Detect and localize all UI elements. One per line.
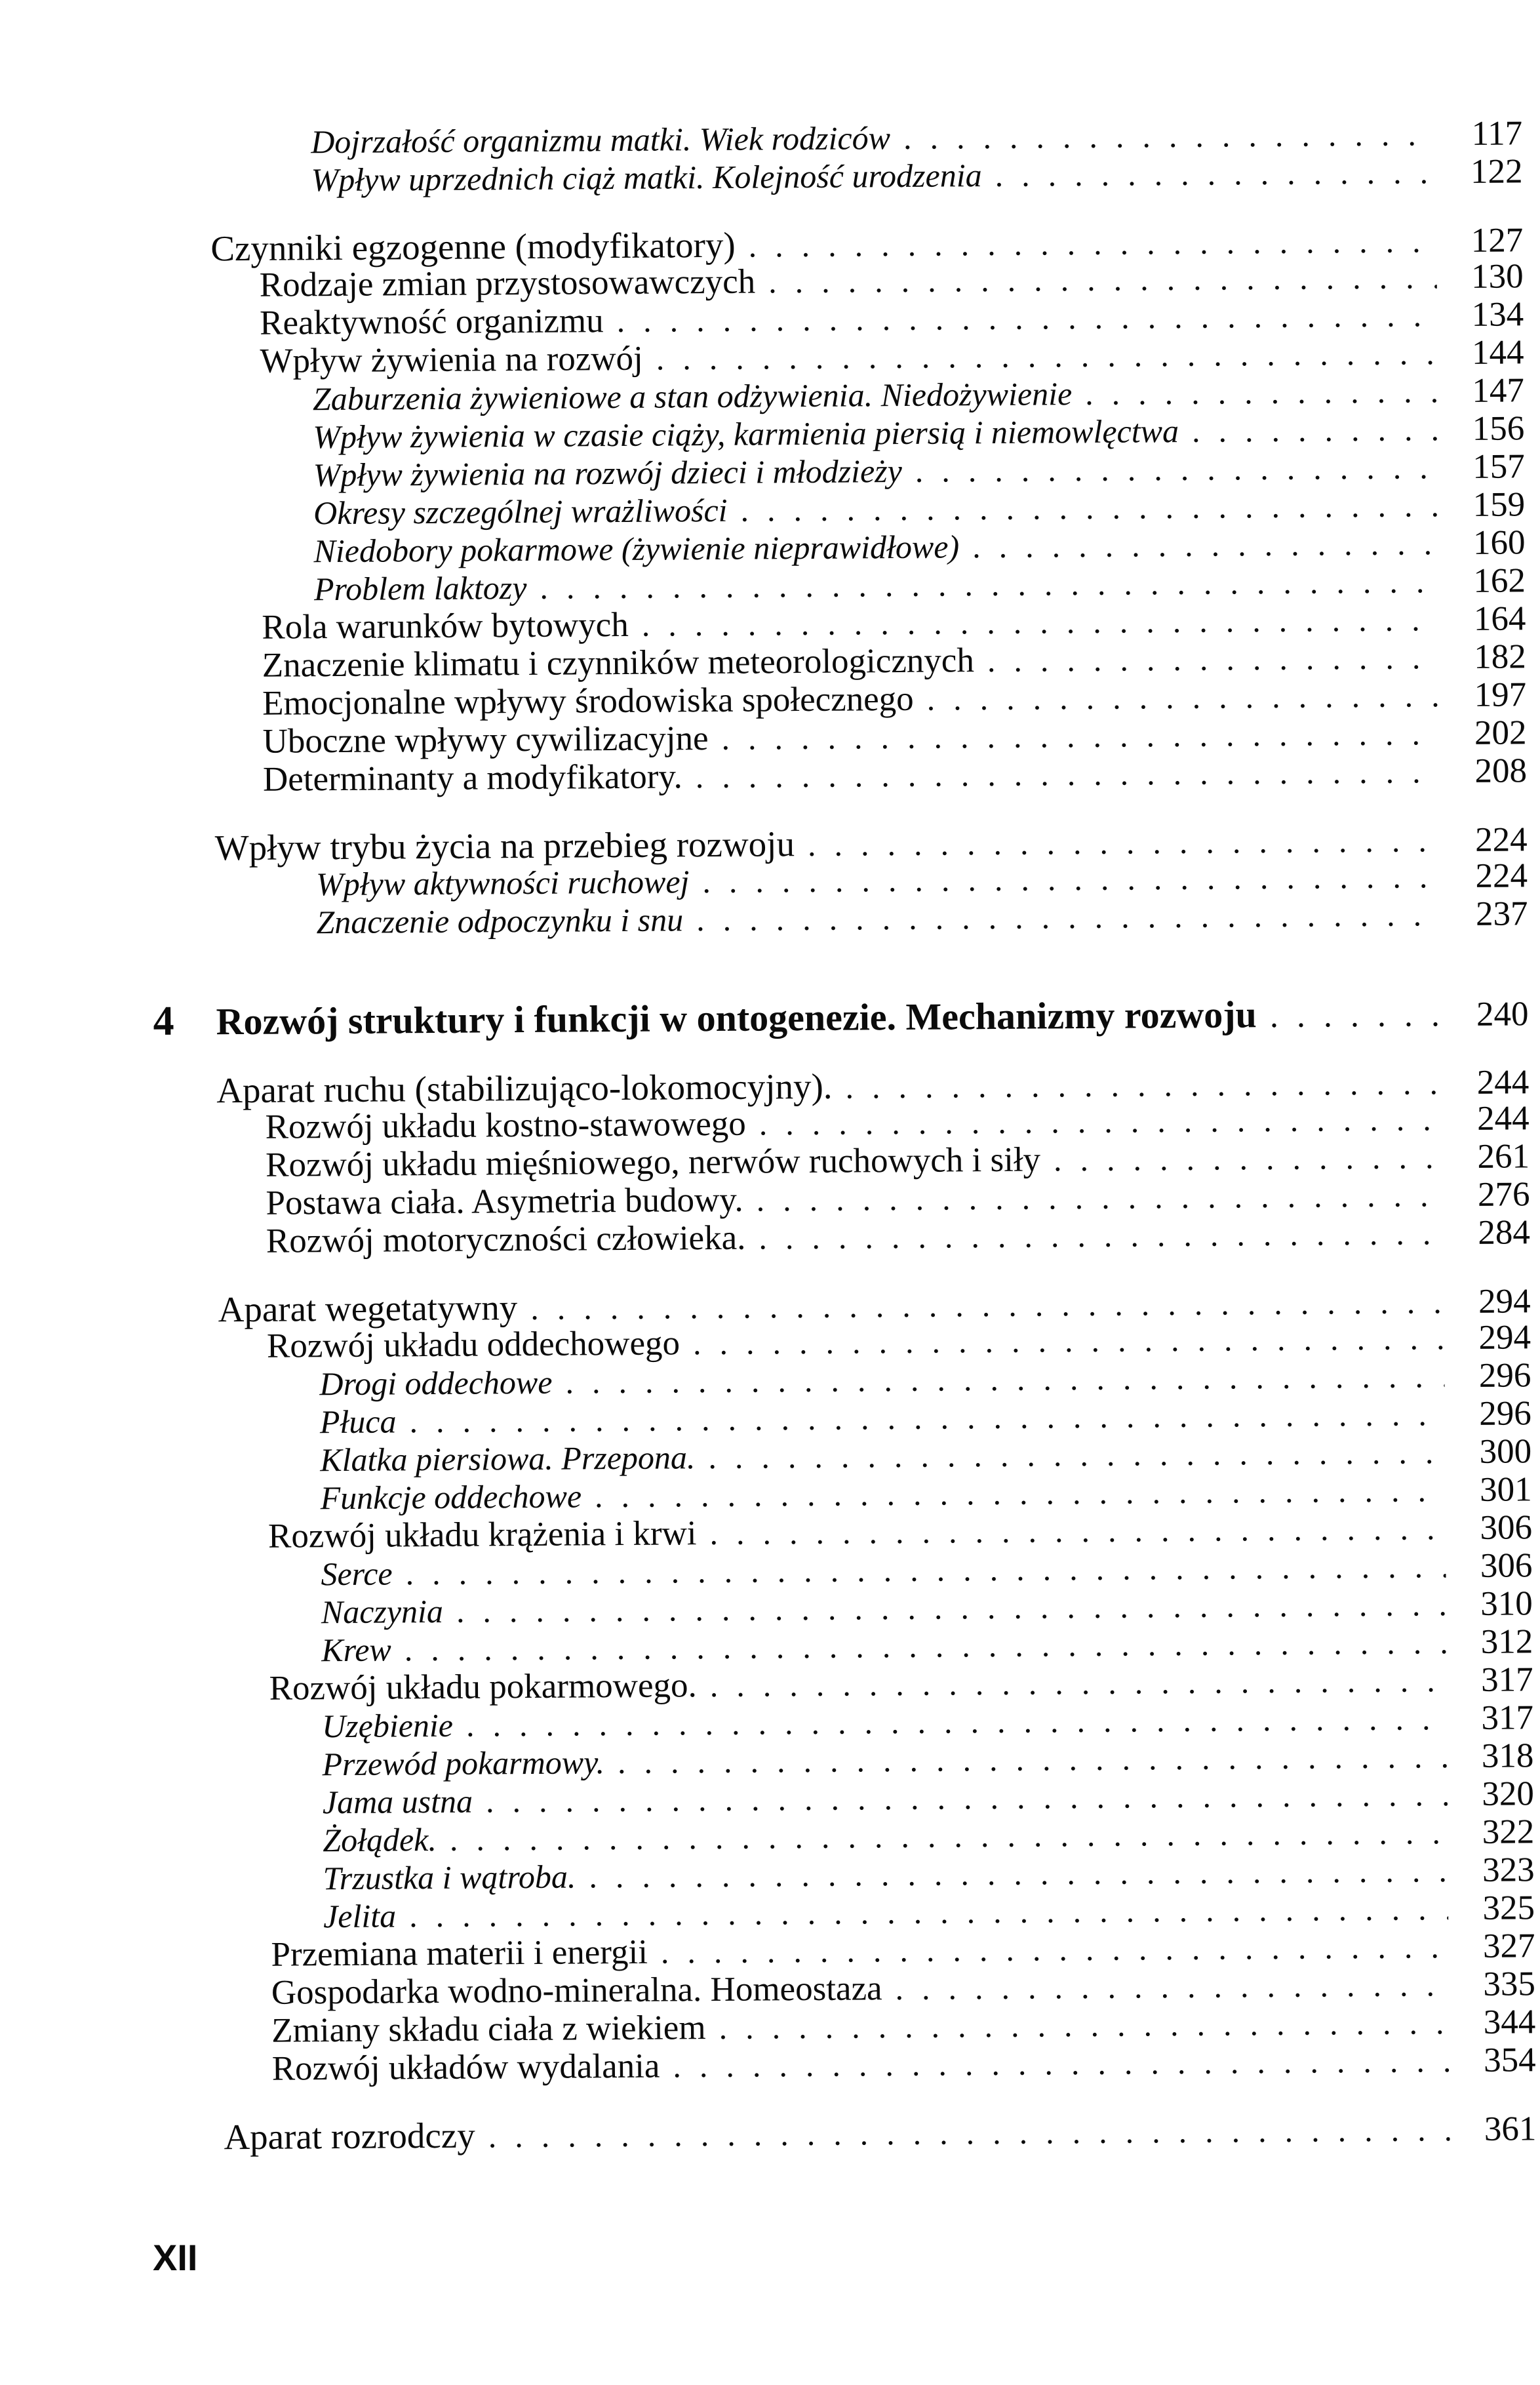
toc-leader-dots <box>466 1699 1447 1744</box>
toc-leader-dots <box>696 752 1441 795</box>
page-footer-roman-numeral: XII <box>153 2237 198 2278</box>
toc-entry-label: Zmiany składu ciała z wiekiem <box>271 2009 706 2050</box>
toc-entry-label: Wpływ żywienia na rozwój <box>260 339 644 380</box>
toc-entry-page-number: 318 <box>1481 1736 1534 1775</box>
toc-entry-page-number: 294 <box>1478 1318 1531 1357</box>
toc-leader-dots <box>693 1319 1444 1362</box>
toc-leader-dots <box>616 296 1437 340</box>
toc-leader-dots <box>708 1433 1445 1476</box>
toc-entry-label: Wpływ żywienia w czasie ciąży, karmienia piersią i niemowlęctwa <box>313 412 1179 456</box>
toc-entry-page-number: 208 <box>1474 752 1528 790</box>
toc-leader-dots <box>656 334 1438 377</box>
toc-entry-label: Wpływ uprzednich ciąż matki. Kolejność urodzenia <box>311 157 982 199</box>
toc-leader-dots <box>721 714 1440 757</box>
toc-entry-label: Znaczenie klimatu i czynników meteorologicznych <box>262 641 975 685</box>
toc-entry-page-number: 301 <box>1479 1470 1532 1509</box>
toc-entry-label: Rozwój układu pokarmowego. <box>269 1666 697 1708</box>
toc-entry-page-number: 284 <box>1478 1213 1531 1252</box>
toc-entry-page-number: 312 <box>1480 1622 1533 1661</box>
toc-entry-page-number: 323 <box>1482 1851 1535 1889</box>
toc-entry-label: Rozwój układu oddechowego <box>266 1324 681 1365</box>
toc-entry <box>161 2107 1536 2155</box>
toc-entry-page-number: 122 <box>1470 152 1523 191</box>
toc-leader-dots <box>1085 372 1438 412</box>
toc-entry-label: Niedobory pokarmowe (żywienie nieprawidłowe) <box>313 528 960 570</box>
toc-leader-dots <box>565 1357 1444 1401</box>
toc-entry-page-number: 296 <box>1479 1394 1531 1433</box>
toc-entry-page-number: 320 <box>1482 1774 1535 1813</box>
toc-entry-page-number: 156 <box>1472 409 1525 448</box>
toc-entry-label: Żołądek. <box>323 1820 437 1859</box>
toc-entry-page-number: 182 <box>1474 637 1526 676</box>
toc-entry-page-number: 164 <box>1473 599 1526 638</box>
toc-entry-label: Rozwój motoryczności człowieka. <box>266 1218 746 1260</box>
toc-entry-label: Rozwój układów wydalania <box>271 2047 660 2088</box>
toc-entry-label: Płuca <box>319 1403 397 1441</box>
toc-entry-page-number: 310 <box>1480 1584 1533 1623</box>
toc-entry-page-number: 147 <box>1472 371 1525 410</box>
toc-leader-dots <box>696 895 1442 938</box>
toc-entry-label: Dojrzałość organizmu matki. Wiek rodziców <box>311 119 891 161</box>
toc-leader-dots <box>1192 410 1438 450</box>
toc-entry-page-number: 134 <box>1471 295 1524 334</box>
toc-entry-label: Naczynia <box>321 1592 444 1631</box>
toc-leader-dots <box>759 1100 1443 1142</box>
toc-entry-label: Problem laktozy <box>313 569 527 608</box>
toc-entry-label: Wpływ żywienia na rozwój dzieci i młodzieży <box>313 452 903 494</box>
toc-entry-label: Uboczne wpływy cywilizacyjne <box>262 719 709 761</box>
toc-leader-dots <box>673 2041 1450 2085</box>
chapter-number: 4 <box>153 997 174 1044</box>
toc-entry-page-number: 306 <box>1480 1508 1533 1547</box>
toc-entry <box>153 987 1528 1048</box>
toc-leader-dots <box>1054 1138 1443 1178</box>
toc-entry-page-number: 317 <box>1481 1698 1534 1737</box>
toc-leader-dots <box>768 258 1437 300</box>
toc-entry-label: Rola warunków bytowych <box>262 605 629 647</box>
toc-leader-dots <box>1270 995 1442 1035</box>
toc-leader-dots <box>719 2003 1449 2047</box>
toc-leader-dots <box>642 600 1440 643</box>
toc-entry-label: Determinanty a modyfikatory. <box>262 757 682 799</box>
toc-entry-page-number: 344 <box>1483 2003 1536 2041</box>
toc-entry-label: Wpływ aktywności ruchowej <box>315 863 690 903</box>
toc-entry-page-number: 162 <box>1473 561 1526 600</box>
toc-entry-label: Rozwój układu kostno-stawowego <box>265 1104 746 1146</box>
toc-entry-label: Jelita <box>323 1897 397 1935</box>
toc-entry-page-number: 127 <box>1471 221 1524 260</box>
toc-leader-dots <box>756 1176 1443 1218</box>
toc-leader-dots <box>488 2110 1450 2155</box>
toc-leader-dots <box>987 638 1440 679</box>
toc-entry-label: Rozwój układu krążenia i krwi <box>267 1514 697 1555</box>
toc-leader-dots <box>456 1585 1446 1630</box>
toc-entry-label: Zaburzenia żywieniowe a stan odżywienia. Niedożywienie <box>312 375 1073 418</box>
toc-entry-page-number: 322 <box>1482 1813 1535 1851</box>
toc-leader-dots <box>926 676 1440 717</box>
toc-entry-page-number: 296 <box>1478 1356 1531 1395</box>
toc-leader-dots <box>895 1965 1449 2007</box>
toc-entry-label: Emocjonalne wpływy środowiska społecznego <box>262 679 914 723</box>
toc-entry-label: Serce <box>321 1555 393 1593</box>
toc-entry-label: Uzębienie <box>321 1706 454 1745</box>
toc-leader-dots <box>540 562 1439 607</box>
toc-entry-label: Czynniki egzogenne (modyfikatory) <box>210 224 736 269</box>
toc-entry-page-number: 197 <box>1474 675 1527 714</box>
toc-entry-label: Znaczenie odpoczynku i snu <box>316 901 684 941</box>
toc-entry-page-number: 244 <box>1476 1063 1530 1102</box>
toc-entry-label: Rodzaje zmian przystosowawczych <box>259 262 756 304</box>
toc-leader-dots <box>595 1471 1446 1515</box>
toc-entry-label: Jama ustna <box>322 1782 473 1821</box>
toc-leader-dots <box>702 857 1441 900</box>
toc-entry-page-number: 157 <box>1472 447 1525 486</box>
toc-leader-dots <box>450 1813 1448 1858</box>
toc-leader-dots <box>740 486 1438 529</box>
toc-leader-dots <box>618 1737 1448 1781</box>
toc-entry-label: Postawa ciała. Asymetria budowy. <box>266 1180 743 1222</box>
toc-leader-dots <box>486 1775 1448 1820</box>
toc-leader-dots <box>972 524 1439 565</box>
toc-entry-label: Przemiana materii i energii <box>271 1933 648 1974</box>
toc-list <box>147 113 1537 2155</box>
toc-entry-label: Aparat rozrodczy <box>224 2115 475 2157</box>
toc-leader-dots <box>661 1927 1449 1971</box>
toc-entry-label: Rozwój struktury i funkcji w ontogenezie. Mechanizmy rozwoju <box>216 993 1257 1043</box>
toc-entry-label: Aparat wegetatywny <box>218 1287 518 1330</box>
toc-entry-page-number: 294 <box>1478 1282 1531 1321</box>
toc-entry-label: Klatka piersiowa. Przepona. <box>320 1439 696 1479</box>
toc-leader-dots <box>759 1214 1444 1256</box>
toc-entry-page-number: 144 <box>1471 333 1524 372</box>
toc-leader-dots <box>845 1064 1442 1106</box>
toc-entry-label: Reaktywność organizmu <box>259 302 604 342</box>
toc-leader-dots <box>995 153 1436 194</box>
toc-leader-dots <box>589 1851 1448 1895</box>
toc-entry-label: Przewód pokarmowy. <box>322 1744 605 1783</box>
toc-entry-page-number: 306 <box>1480 1546 1533 1585</box>
toc-entry-label: Rozwój układu mięśniowego, nerwów ruchowych i siły <box>265 1140 1041 1184</box>
toc-leader-dots <box>903 115 1436 157</box>
toc-entry-label: Trzustka i wątroba. <box>323 1858 576 1897</box>
toc-entry-page-number: 325 <box>1482 1889 1535 1927</box>
toc-entry-page-number: 224 <box>1474 820 1528 859</box>
toc-entry-page-number: 244 <box>1476 1099 1530 1138</box>
toc-entry-page-number: 276 <box>1477 1175 1530 1214</box>
toc-leader-dots <box>709 1509 1446 1552</box>
toc-entry-label: Gospodarka wodno-mineralna. Homeostaza <box>271 1969 882 2012</box>
toc-entry-label: Drogi oddechowe <box>319 1363 553 1403</box>
toc-entry-page-number: 361 <box>1484 2110 1537 2148</box>
toc-entry-page-number: 224 <box>1475 856 1528 895</box>
toc-entry-page-number: 130 <box>1471 257 1524 296</box>
toc-entry-label: Aparat ruchu (stabilizująco-lokomocyjny). <box>216 1066 833 1111</box>
toc-entry-page-number: 327 <box>1482 1927 1535 1965</box>
toc-entry-page-number: 317 <box>1480 1660 1533 1699</box>
toc-entry-page-number: 159 <box>1472 485 1526 524</box>
toc-entry-page-number: 335 <box>1483 1965 1536 2003</box>
toc-entry-label: Okresy szczególnej wrażliwości <box>313 491 728 532</box>
toc-entry-page-number: 117 <box>1471 114 1523 153</box>
toc-entry-label: Wpływ trybu życia na przebieg rozwoju <box>214 824 795 868</box>
toc-entry-label: Krew <box>321 1631 391 1669</box>
toc-leader-dots <box>915 448 1438 490</box>
toc-entry-page-number: 240 <box>1476 995 1529 1033</box>
toc-entry-page-number: 237 <box>1475 894 1528 933</box>
toc-entry-label: Funkcje oddechowe <box>320 1477 582 1517</box>
toc-entry-page-number: 261 <box>1477 1137 1530 1176</box>
toc-entry-page-number: 354 <box>1483 2041 1536 2079</box>
toc-entry-page-number: 202 <box>1474 713 1527 752</box>
toc-entry-page-number: 300 <box>1479 1432 1532 1471</box>
toc-leader-dots <box>710 1661 1447 1704</box>
toc-entry-page-number: 160 <box>1472 523 1526 562</box>
